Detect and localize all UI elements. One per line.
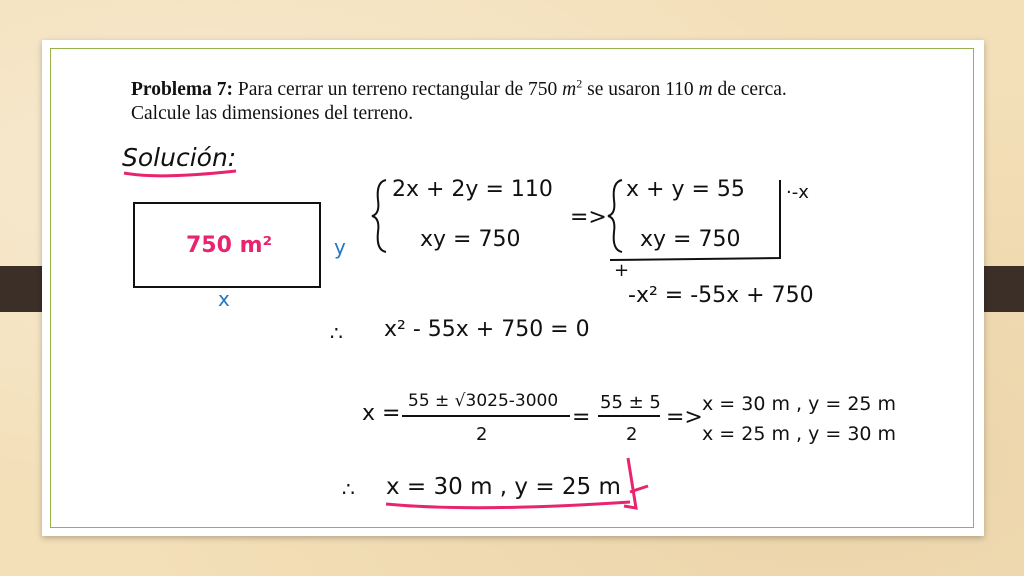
solution-heading: Solución: <box>122 143 237 172</box>
area-unit: m <box>562 79 577 100</box>
approx-equals: = <box>572 405 591 430</box>
side-y-label: y <box>334 235 346 259</box>
system1-eq1: 2x + 2y = 110 <box>392 177 553 202</box>
result-1: x = 30 m , y = 25 m <box>702 393 897 415</box>
quadratic-equation: x² - 55x + 750 = 0 <box>384 317 590 342</box>
system2-eq1: x + y = 55 <box>626 177 745 202</box>
problem-text-a: Para cerrar un terreno rectangular de <box>233 79 529 100</box>
problem-text-b: se usaron <box>582 79 666 100</box>
result-2: x = 25 m , y = 30 m <box>702 423 897 445</box>
area-value: 750 <box>528 79 558 100</box>
therefore-icon-2: ∴ <box>342 477 355 501</box>
system2-eq2: xy = 750 <box>640 227 741 252</box>
formula-lhs: x = <box>362 401 401 426</box>
problem-label: Problema 7: <box>131 79 233 100</box>
final-check-mark <box>624 458 648 508</box>
problem-line-2: Calcule las dimensiones del terreno. <box>131 103 414 124</box>
system1-brace <box>372 180 386 252</box>
area-exponent: 2 <box>576 76 583 91</box>
implies-arrow-1: => <box>570 205 607 230</box>
problem-text-c: de cerca. <box>712 79 787 100</box>
final-answer: x = 30 m , y = 25 m <box>386 474 621 500</box>
therefore-icon-1: ∴ <box>330 321 343 345</box>
system1-eq2: xy = 750 <box>420 227 521 252</box>
implies-arrow-2: => <box>666 405 703 430</box>
system2-brace <box>608 180 622 252</box>
final-underline <box>386 502 630 508</box>
formula2-denominator: 2 <box>626 424 638 445</box>
multiplier: ·-x <box>786 182 809 203</box>
formula2-numerator: 55 ± 5 <box>600 392 661 413</box>
combined-equation: -x² = -55x + 750 <box>628 283 814 308</box>
fence-value: 110 <box>665 79 694 100</box>
plus-sign: + <box>614 260 630 281</box>
formula-denominator: 2 <box>476 424 488 445</box>
fence-unit: m <box>698 79 713 100</box>
side-x-label: x <box>218 287 230 311</box>
rectangle-area-label: 750 m² <box>186 233 273 258</box>
formula-numerator: 55 ± √3025-3000 <box>408 391 559 411</box>
